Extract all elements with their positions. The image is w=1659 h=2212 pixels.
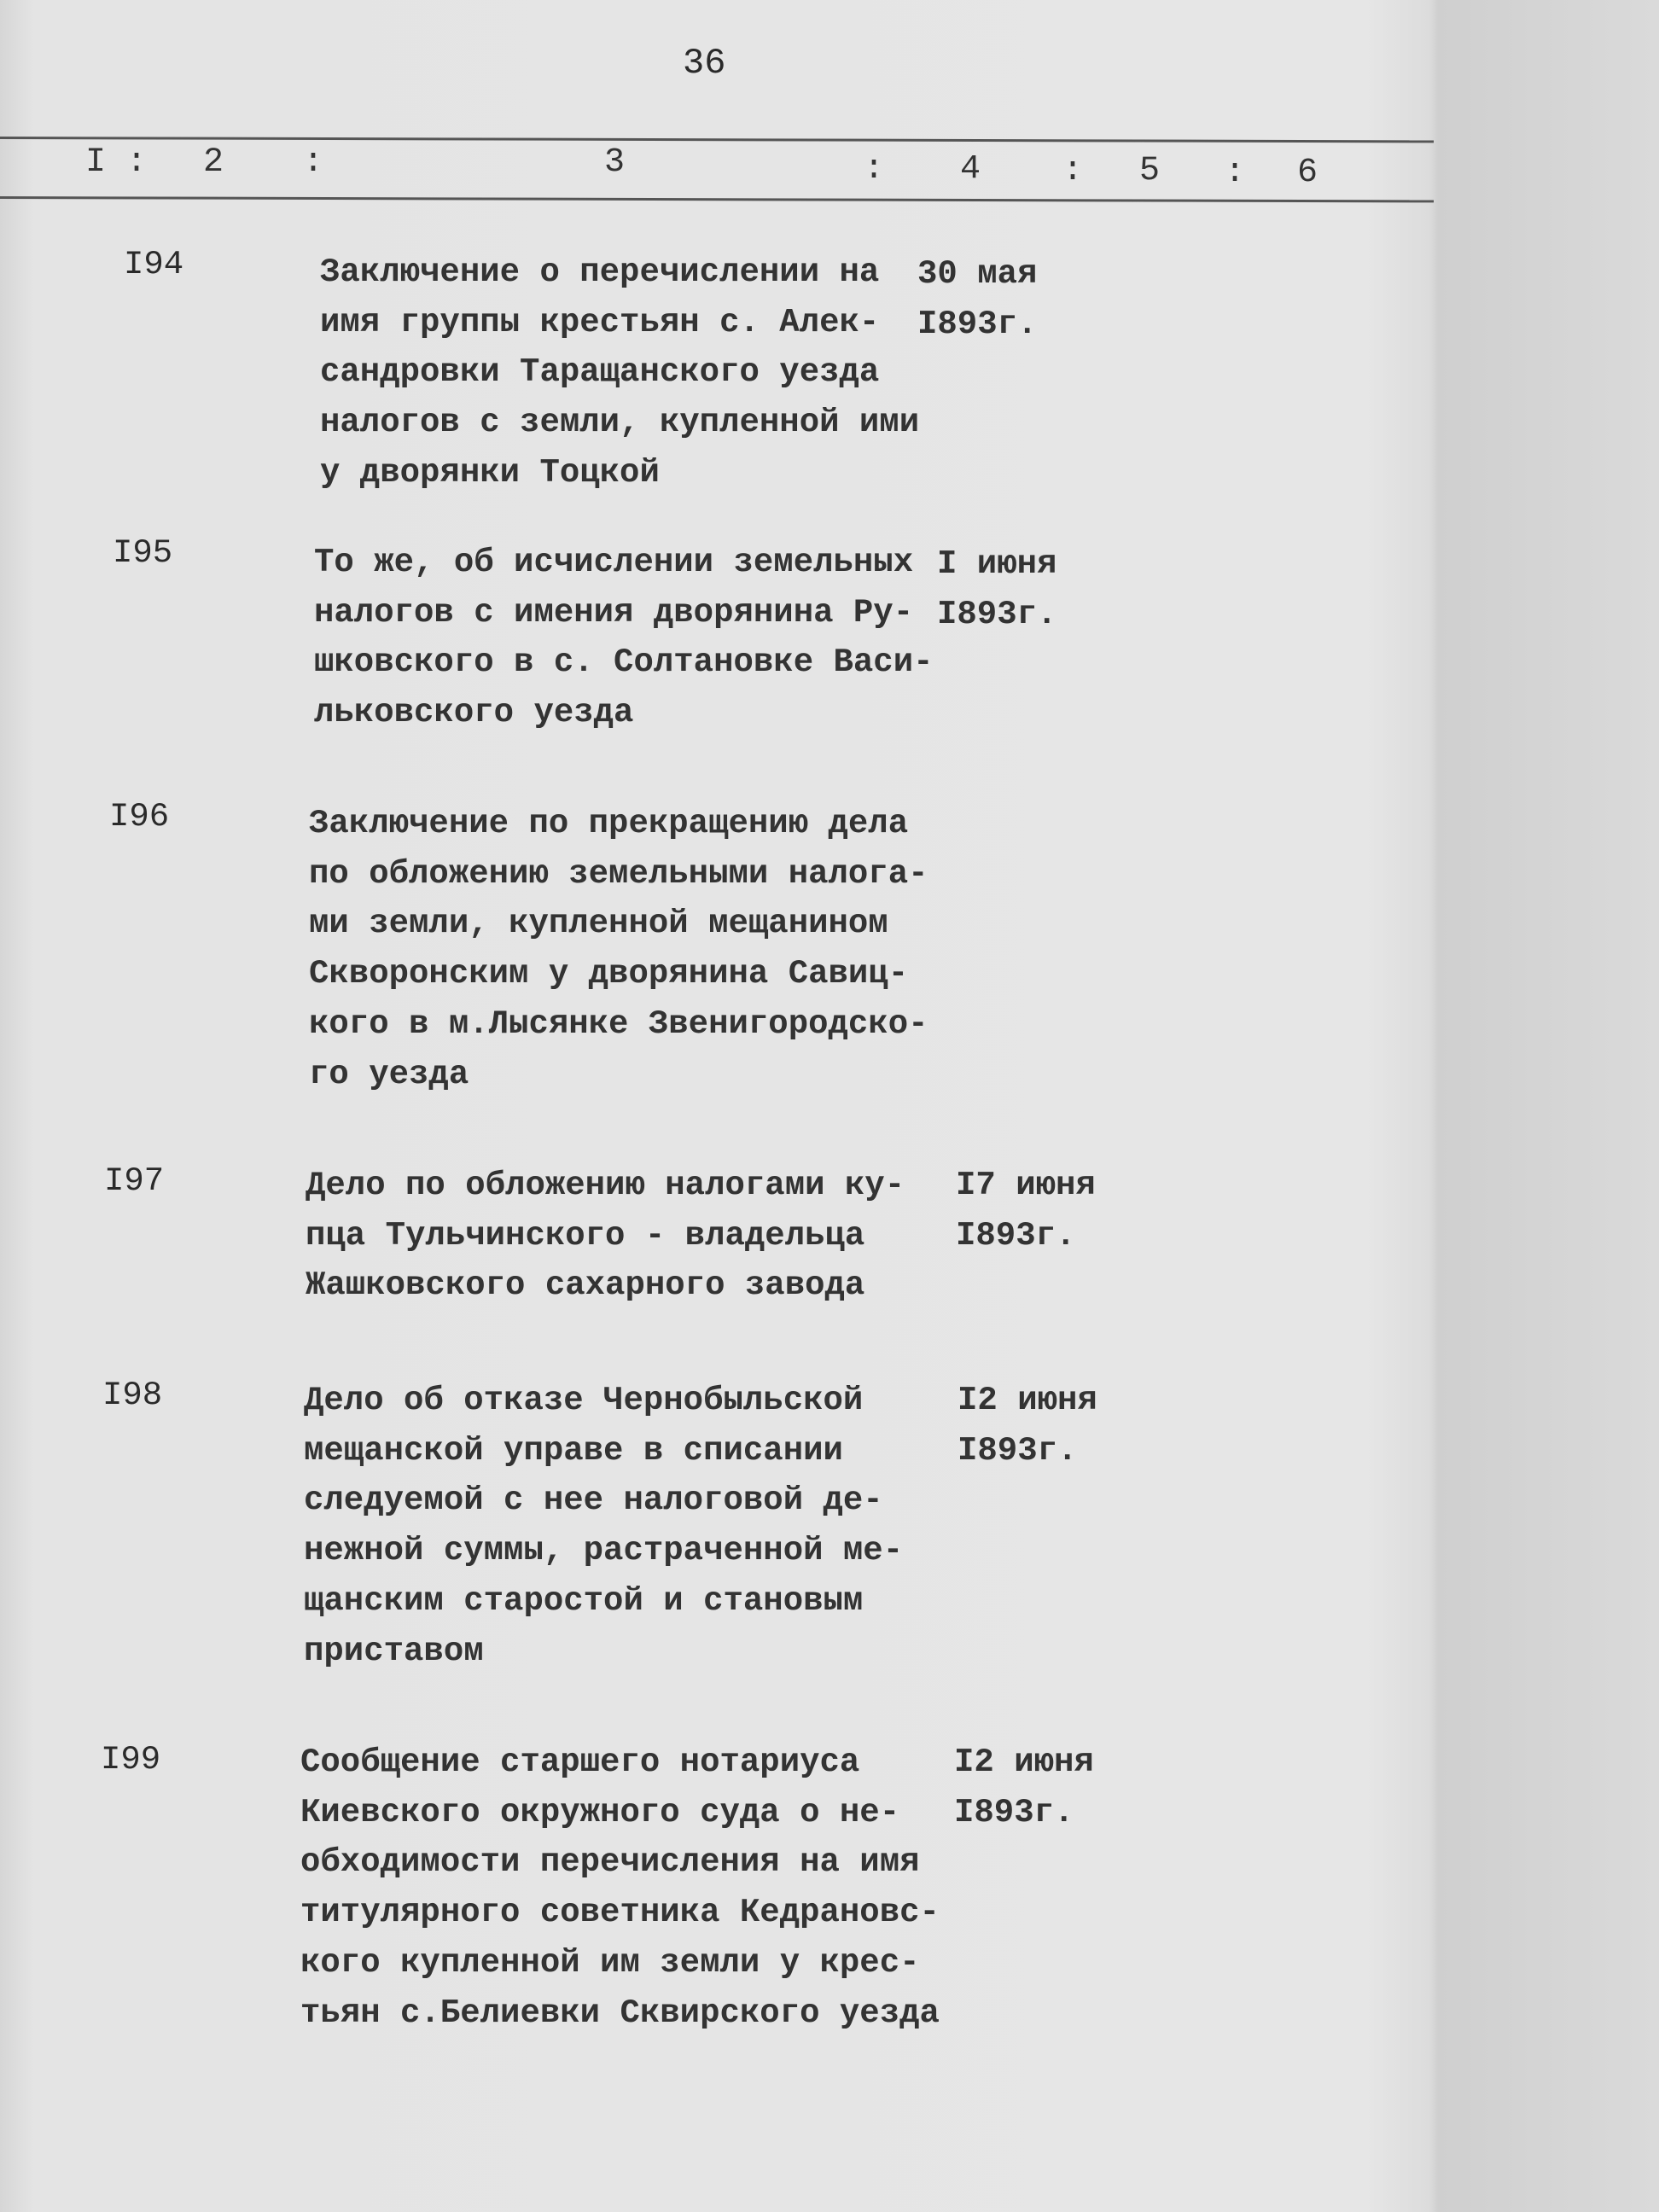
entry-date: 30 мая I893г.: [917, 255, 1038, 343]
entry-number: I96: [109, 798, 170, 835]
entry-number: I95: [113, 534, 173, 572]
column-header-2: 2: [203, 143, 224, 182]
entry-description: Дело об отказе Чернобыльской мещанской управе в списании следуемой с нее налоговой де- нежной суммы, растраченной ме- щанским старостой и становым приставом: [304, 1382, 904, 1670]
entry-description: Сообщение старшего нотариуса Киевского окружного суда о не- обходимости перечисления на имя титулярного советника Кедрановс- кого купленной им земли у крес- тьян с.Белиевки Сквирского уезда: [300, 1743, 940, 2032]
column-separator: :: [864, 150, 885, 189]
entry-description: Дело по обложению налогами ку- пца Тульчинского - владельца Жашковского сахарного завода: [306, 1167, 905, 1305]
column-separator: :: [1062, 152, 1084, 190]
column-header-5: 5: [1139, 152, 1161, 190]
entry-number: I97: [104, 1162, 165, 1200]
column-header-1: I: [85, 143, 107, 182]
entry-date: I2 июня I893г.: [954, 1743, 1094, 1831]
entry-description: То же, об исчислении земельных налогов с имения дворянина Ру- шковского в с. Солтановке Васи- льковского уезда: [314, 544, 934, 732]
column-separator: :: [303, 143, 324, 182]
header-top-rule: [0, 137, 1434, 143]
column-header-6: 6: [1297, 154, 1318, 192]
column-separator: :: [1225, 154, 1246, 192]
column-header-3: 3: [604, 143, 626, 182]
entry-description: Заключение по прекращению дела по обложению земельными налога- ми земли, купленной мещанином Скворонским у дворянина Савиц- кого в м.Лысянке Звенигородско- го уезда: [309, 805, 928, 1093]
column-separator: :: [126, 143, 148, 182]
entry-description: Заключение о перечислении на имя группы крестьян с. Алек- сандровки Таращанского уезда налогов с земли, купленной ими у дворянки Тоцкой: [320, 253, 920, 492]
page-number: 36: [683, 43, 726, 84]
entry-number: I94: [124, 246, 184, 283]
entry-date: I2 июня I893г.: [958, 1382, 1097, 1470]
header-bottom-rule: [0, 196, 1434, 202]
entry-date: I7 июня I893г.: [956, 1167, 1096, 1254]
entry-date: I июня I893г.: [937, 545, 1057, 633]
column-header-4: 4: [960, 150, 981, 189]
entry-number: I98: [102, 1377, 163, 1414]
entry-number: I99: [101, 1741, 161, 1778]
